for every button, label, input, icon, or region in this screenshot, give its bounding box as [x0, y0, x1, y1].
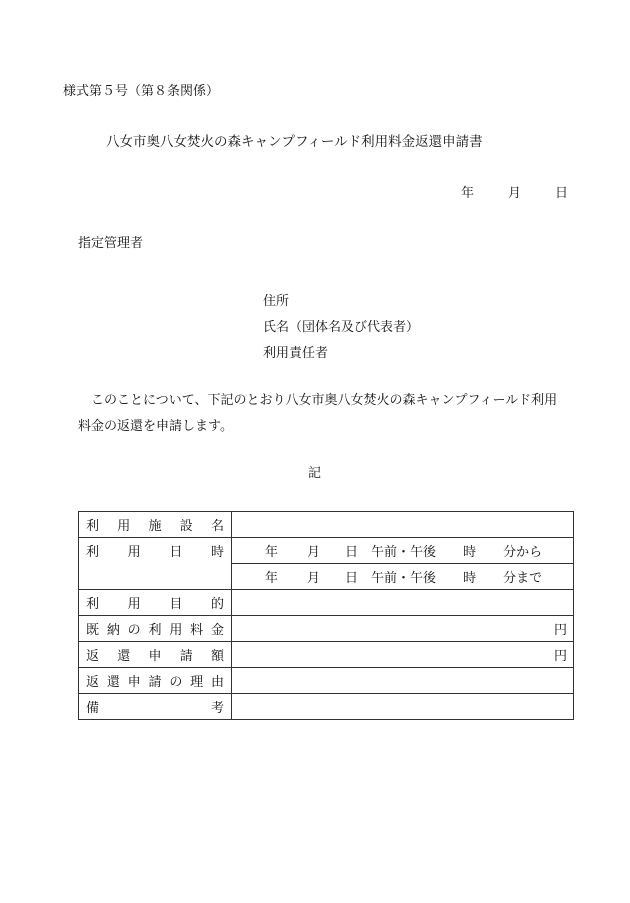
label-char: 時 [210, 545, 224, 560]
to-ampm: 午前・午後 [371, 571, 437, 586]
row-datetime [79, 538, 574, 564]
form-number: 様式第５号（第８条関係） [63, 84, 220, 99]
body-text [78, 388, 573, 440]
label-reason-chars [79, 668, 231, 693]
date-line [461, 187, 568, 200]
from-ampm: 午前・午後 [371, 545, 437, 560]
value-reason [232, 668, 574, 694]
label-char: 請 [179, 649, 193, 664]
label-remarks-chars [79, 694, 231, 719]
label-purpose-chars [79, 590, 231, 615]
label-char: 還 [106, 675, 120, 690]
label-char: 額 [210, 649, 224, 664]
label-char: 利 [86, 597, 100, 612]
label-char: 料 [190, 623, 204, 638]
detail-table [78, 511, 574, 720]
to-minute: 分まで [503, 571, 543, 586]
label-char: 用 [127, 597, 141, 612]
label-char: 目 [169, 597, 183, 612]
label-char: 設 [179, 519, 193, 534]
label-char: 既 [86, 623, 100, 638]
to-year: 年 [265, 571, 279, 586]
label-char: 申 [148, 649, 162, 664]
label-char: 返 [86, 649, 100, 664]
label-char: 利 [86, 545, 100, 560]
date-month: 月 [508, 186, 522, 201]
date-year: 年 [461, 186, 475, 201]
label-char: 還 [117, 649, 131, 664]
date-day: 日 [555, 186, 569, 201]
applicant-address-label: 住所 [263, 294, 290, 309]
label-paid-chars [79, 616, 231, 641]
from-year: 年 [265, 545, 279, 560]
datetime-to-line [232, 564, 573, 589]
to-month: 月 [307, 571, 321, 586]
body-line-2: 料金の返還を申請します。 [78, 419, 233, 434]
label-char: 日 [169, 545, 183, 560]
label-refund [79, 642, 232, 668]
from-hour: 時 [463, 545, 477, 560]
label-facility [79, 512, 232, 538]
label-char: 施 [148, 519, 162, 534]
label-char: 理 [190, 675, 204, 690]
value-purpose [232, 590, 574, 616]
applicant-name-label: 氏名（団体名及び代表者） [263, 320, 420, 335]
row-purpose [79, 590, 574, 616]
label-char: 名 [210, 519, 224, 534]
label-datetime-chars [79, 538, 231, 563]
label-char: 金 [210, 623, 224, 638]
row-facility [79, 512, 574, 538]
row-paid [79, 616, 574, 642]
label-facility-chars [79, 512, 231, 537]
value-facility [232, 512, 574, 538]
label-purpose [79, 590, 232, 616]
body-line-1: このことについて、下記のとおり八女市奥八女焚火の森キャンプフィールド利用 [91, 393, 558, 408]
row-remarks [79, 694, 574, 720]
addressee: 指定管理者 [78, 236, 144, 251]
from-day: 日 [345, 545, 359, 560]
label-char: 利 [86, 519, 100, 534]
value-paid-unit: 円 [232, 616, 574, 642]
label-char: 由 [210, 675, 224, 690]
label-datetime [79, 538, 232, 590]
from-month: 月 [307, 545, 321, 560]
datetime-from-line [232, 538, 573, 563]
label-char: 納 [106, 623, 120, 638]
document-title: 八女市奥八女焚火の森キャンプフィールド利用料金返還申請書 [106, 134, 483, 150]
to-hour: 時 [463, 571, 477, 586]
label-char: 利 [148, 623, 162, 638]
value-datetime-to [232, 564, 574, 590]
label-paid [79, 616, 232, 642]
value-remarks [232, 694, 574, 720]
label-char: 備 [86, 701, 100, 716]
label-refund-chars [79, 642, 231, 667]
label-char: 用 [169, 623, 183, 638]
label-char: 返 [86, 675, 100, 690]
label-char: の [127, 623, 141, 638]
label-char: 用 [117, 519, 131, 534]
label-char: 申 [127, 675, 141, 690]
row-reason [79, 668, 574, 694]
label-reason [79, 668, 232, 694]
label-char: 請 [148, 675, 162, 690]
applicant-block [263, 289, 419, 367]
label-char: 的 [210, 597, 224, 612]
value-datetime-from [232, 538, 574, 564]
from-minute: 分から [503, 545, 543, 560]
label-char: 考 [210, 701, 224, 716]
value-refund-unit: 円 [232, 642, 574, 668]
label-char: の [169, 675, 183, 690]
to-day: 日 [345, 571, 359, 586]
ki-heading: 記 [308, 466, 322, 481]
row-refund [79, 642, 574, 668]
label-char: 用 [127, 545, 141, 560]
label-remarks [79, 694, 232, 720]
applicant-responsible-label: 利用責任者 [263, 346, 329, 361]
